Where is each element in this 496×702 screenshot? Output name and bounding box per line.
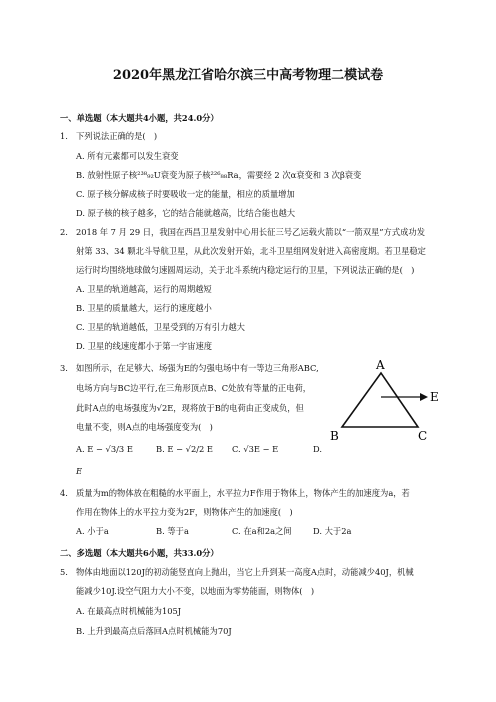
q3-option-d-value: E: [76, 466, 83, 476]
question-4-line-1: [60, 487, 410, 499]
q5-option-a: A. 在最高点时机械能为105J: [76, 606, 182, 616]
q2-option-b: B. 卫星的质量越大，运行的速度越小: [76, 303, 212, 313]
q1-option-d: D. 原子核的核子越多，它的结合能就越高，比结合能也越大: [76, 208, 296, 218]
q1-option-c: C. 原子核分解成核子时要吸收一定的能量，相应的质量增加: [76, 189, 295, 199]
question-2-line-2: 射第 33、34 颗北斗导航卫星，从此次发射开始，北斗卫星组网发射进入高密度期。若卫星稳定: [76, 246, 426, 256]
q1-option-a: A. 所有元素都可以发生衰变: [76, 151, 179, 161]
vertex-c-label: C: [418, 429, 428, 443]
question-text: 下列说法正确的是( ): [76, 131, 158, 141]
question-3-line-4: 电量不变，则A点的电场强度变为( ): [76, 422, 213, 432]
q3-option-b: B. E − √2/2 E: [156, 444, 213, 454]
question-number: 1.: [60, 131, 68, 141]
q4-option-c: C. 在a和2a之间: [232, 526, 292, 536]
triangle-abc: [342, 373, 418, 427]
question-number: 4.: [60, 488, 68, 498]
field-e-label: E: [430, 390, 439, 404]
question-text: 质量为m的物体放在粗糙的水平面上，水平拉力F作用于物体上，物体产生的加速度为a，若: [76, 488, 410, 498]
question-number: 5.: [60, 567, 68, 577]
q4-option-b: B. 等于a: [156, 526, 189, 536]
field-arrow-head: [420, 393, 428, 401]
question-1-stem: [60, 130, 157, 142]
question-4-line-2: 作用在物体上的水平拉力变为2F，则物体产生的加速度( ): [76, 507, 293, 517]
page-title: 2020年黑龙江省哈尔滨三中高考物理二模试卷: [112, 68, 384, 83]
question-text: 物体由地面以120J的初动能竖直向上抛出，当它上升到某一高度A点时，动能减少40J，机械: [76, 567, 414, 577]
q3-option-d: D.: [313, 444, 322, 454]
question-number: 3.: [60, 363, 68, 373]
question-2-line-1: [60, 226, 425, 238]
question-text: 2018 年 7 月 29 日，我国在西昌卫星发射中心用长征三号乙运载火箭以“一箭双星”方式成功发: [76, 227, 426, 237]
triangle-field-figure: [326, 360, 446, 450]
q1-option-b: B. 放射性原子核²³⁸₉₂U衰变为原子核²²⁶₈₈Ra，需要经 2 次α衰变和 3 次β衰变: [76, 170, 362, 180]
question-text: 如图所示，在足够大、场强为E的匀强电场中有一等边三角形ABC,: [76, 363, 319, 373]
q2-option-d: D. 卫星的线速度都小于第一宇宙速度: [76, 341, 213, 351]
question-number: 2.: [60, 227, 68, 237]
section-heading-single-choice: 一、单选题（本大题共4小题，共24.0分）: [60, 113, 219, 123]
q4-option-a: A. 小于a: [76, 526, 109, 536]
question-3-line-1: [60, 362, 319, 374]
question-5-line-1: [60, 566, 414, 578]
q3-option-a: A. E − √3/3 E: [76, 444, 133, 454]
q4-option-d: D. 大于2a: [313, 526, 352, 536]
question-2-line-3: 运行时均围绕地球做匀速圆周运动，关于北斗系统内稳定运行的卫星，下列说法正确的是( ): [76, 265, 415, 275]
section-heading-multi-choice: 二、多选题（本大题共6小题，共33.0分）: [60, 548, 219, 558]
question-5-line-2: 能减少10J.设空气阻力大小不变，以地面为零势能面，则物体( ): [76, 586, 315, 596]
q5-option-b: B. 上升到最高点后落回A点时机械能为70J: [76, 626, 232, 636]
question-3-line-3: 此时A点的电场强度为√2E，现将放于B的电荷由正变成负，但: [76, 403, 304, 413]
q2-option-c: C. 卫星的轨道越低，卫星受到的万有引力越大: [76, 322, 245, 332]
vertex-a-label: A: [376, 360, 385, 372]
vertex-b-label: B: [330, 429, 339, 443]
q2-option-a: A. 卫星的轨道越高，运行的周期越短: [76, 284, 212, 294]
q3-option-c: C. √3E − E: [232, 444, 279, 454]
question-3-line-2: 电场方向与BC边平行,在三角形顶点B、C处放有等量的正电荷，: [76, 383, 312, 393]
